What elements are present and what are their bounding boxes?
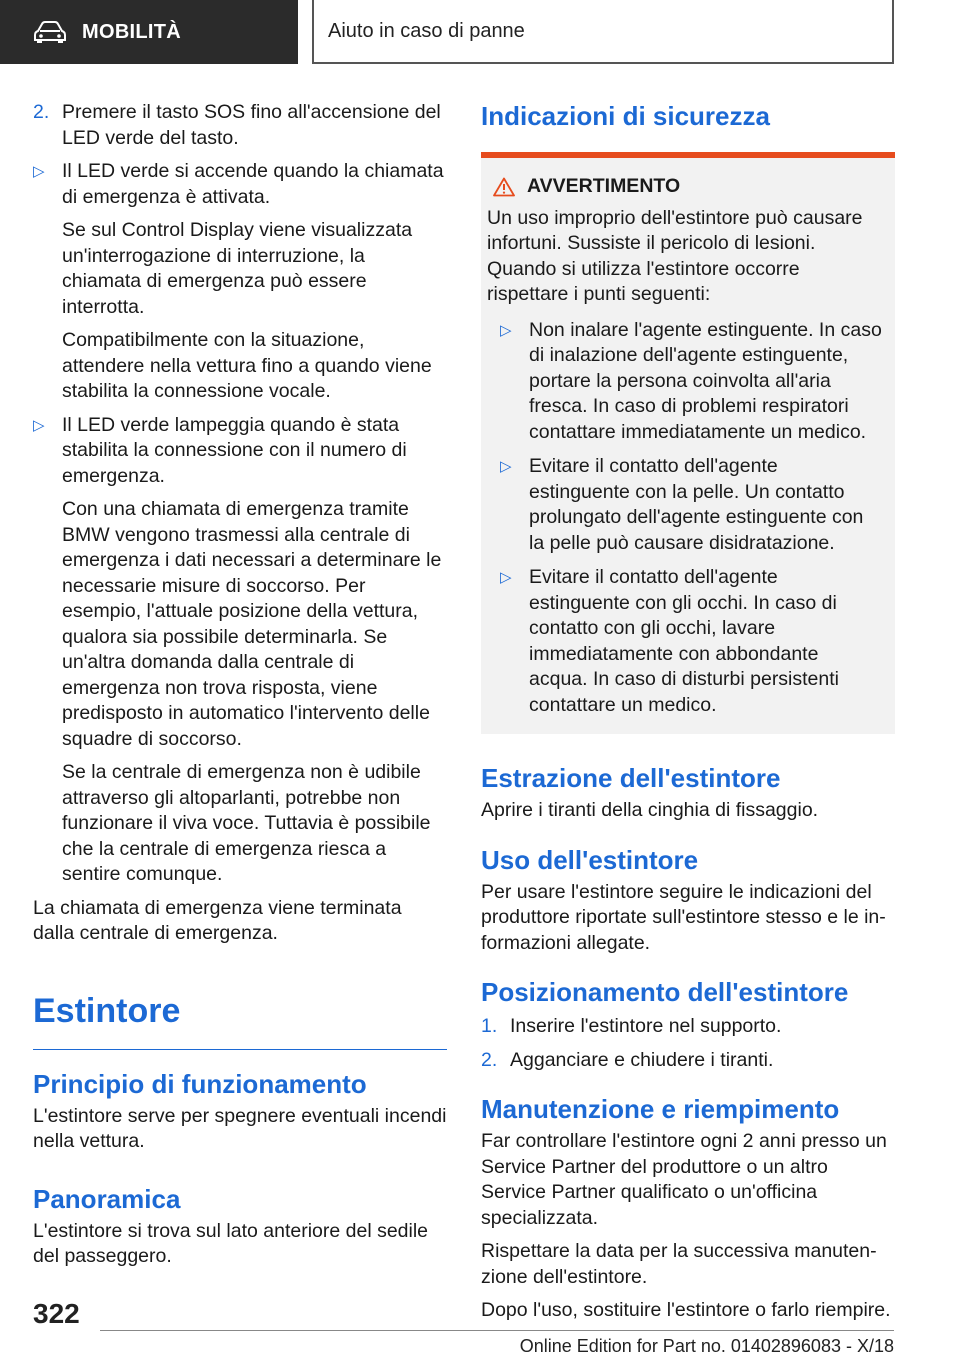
section-heading: Indicazioni di sicurezza — [481, 101, 770, 131]
triangle-bullet-icon: ▷ — [33, 416, 45, 434]
section-heading: Posizionamento dell'estintore — [481, 977, 849, 1007]
page-number: 322 — [33, 1298, 80, 1329]
bullet-item — [33, 413, 447, 490]
bullet-item — [33, 159, 447, 210]
bullet-text: Il LED verde si accende quando la chiamata di emergenza è attivata. — [62, 160, 444, 208]
section-heading: Estrazione dell'estintore — [481, 763, 781, 793]
body-text: Aprire i tiranti della cinghia di fissaggio. — [481, 799, 819, 821]
warning-header — [493, 174, 882, 200]
triangle-bullet-icon: ▷ — [500, 458, 512, 475]
bullet-item — [500, 318, 882, 446]
step-item — [481, 1014, 895, 1040]
warning-text: Un uso improprio dell'estintore può causare infortuni. Sussiste il pericolo di lesioni. Quando si utilizza l'estintore occorre rispettare i punti seguenti: — [487, 206, 863, 305]
step-text: Agganciare e chiudere i tiranti. — [510, 1048, 774, 1071]
bullet-text: Evitare il contatto dell'agente estinguente con gli occhi. In caso di contatto con gli occhi, lavare immediatamente con abbondante acqua. In caso di disturbi persistenti contattare un medico. — [529, 566, 840, 716]
bullet-paragraph: Se sul Control Display viene visualizzata un'interrogazione di interruzione, la chiamata di emergenza può essere interrotta. — [62, 219, 413, 318]
chapter-heading: Estintore — [33, 991, 447, 1050]
bullet-text: Il LED verde lampeggia quando è stata stabilita la connessione con il numero di emergenza. — [62, 413, 407, 487]
footer-edition: Online Edition for Part no. 01402896083 - X/18 — [519, 1336, 894, 1356]
warning-icon — [493, 177, 515, 197]
triangle-bullet-icon: ▷ — [500, 321, 512, 339]
section-heading: Manutenzione e riempimento — [481, 1094, 840, 1124]
bullet-paragraph: Con una chiamata di emergenza tramite BMW vengono trasmessi alla centrale di emergenza i dati necessari a determinare le necessarie misure di soccorso. Per esempio, l'attuale posizione della vettura, qualora sia possibile determinarla. Se un'altra domanda dalla centrale di emergenza non trova risposta, viene predisposto in automatico l'intervento delle squadre di soccorso. — [62, 498, 442, 750]
left-column — [33, 100, 447, 1278]
step-text: Inserire l'estintore nel supporto. — [510, 1015, 782, 1037]
body-text: Rispettare la data per la successiva manutenzione dell'estintore. — [481, 1240, 877, 1288]
chapter-title: Aiuto in caso di panne — [328, 19, 525, 42]
triangle-bullet-icon: ▷ — [500, 569, 512, 586]
section-title: MOBILITÀ — [82, 20, 182, 43]
body-text: Dopo l'uso, sostituire l'estintore o farlo riempire. — [481, 1299, 891, 1321]
step-item — [481, 1048, 895, 1074]
chapter-header — [312, 0, 894, 64]
body-text: L'estintore serve per spegnere eventuali incendi nella vettura. — [33, 1104, 447, 1152]
body-text: Far controllare l'estintore ogni 2 anni presso un Service Partner del produttore o un altro Service Partner qualificato o un'officina specializzata. — [481, 1130, 887, 1229]
bullet-item — [500, 565, 882, 718]
step-number: 2. — [33, 101, 50, 123]
footer-divider — [100, 1330, 894, 1331]
warning-box — [481, 152, 895, 734]
body-text: L'estintore si trova sul lato anteriore del sedile del passeggero. — [33, 1219, 429, 1267]
step-number: 1. — [481, 1015, 498, 1037]
section-heading: Principio di funzionamento — [33, 1068, 367, 1099]
bullet-paragraph: Se la centrale di emergenza non è udibile attraverso gli altoparlanti, potrebbe non funzionare il viva voce. Tuttavia è possibile che la centrale di emergenza riesca a sentire comunque. — [62, 761, 431, 885]
car-icon — [34, 21, 66, 43]
section-heading: Uso dell'estintore — [481, 844, 699, 875]
section-heading: Panoramica — [33, 1183, 181, 1214]
bullet-text: Non inalare l'agente estinguente. In caso di inalazione dell'agente estinguente, portare la persona coinvolta all'aria fresca. In caso di problemi respiratori contattare immediatamente un medico. — [529, 318, 882, 443]
bullet-item — [500, 454, 882, 556]
bullet-paragraph: Compatibilmente con la situazione, attendere nella vettura fino a quando viene stabilita la connessione vocale. — [62, 329, 432, 402]
header-section-tab — [0, 0, 298, 64]
triangle-bullet-icon: ▷ — [33, 163, 45, 180]
step-text: Premere il tasto SOS fino all'accensione del LED verde del tasto. — [62, 101, 441, 149]
step-item — [33, 100, 447, 151]
body-text: La chiamata di emergenza viene terminata dalla centrale di emergenza. — [33, 896, 402, 944]
bullet-text: Evitare il contatto dell'agente estinguente con la pelle. Un contatto prolungato dell'agente estinguente con la pelle può causare disidratazione. — [529, 455, 864, 554]
step-number: 2. — [481, 1048, 498, 1071]
warning-label: AVVERTIMENTO — [527, 175, 681, 197]
right-column — [481, 100, 895, 1332]
body-text: Per usare l'estintore seguire le indicazioni del produttore riportate sull'estintore stesso e le informazioni allegate. — [481, 880, 886, 954]
